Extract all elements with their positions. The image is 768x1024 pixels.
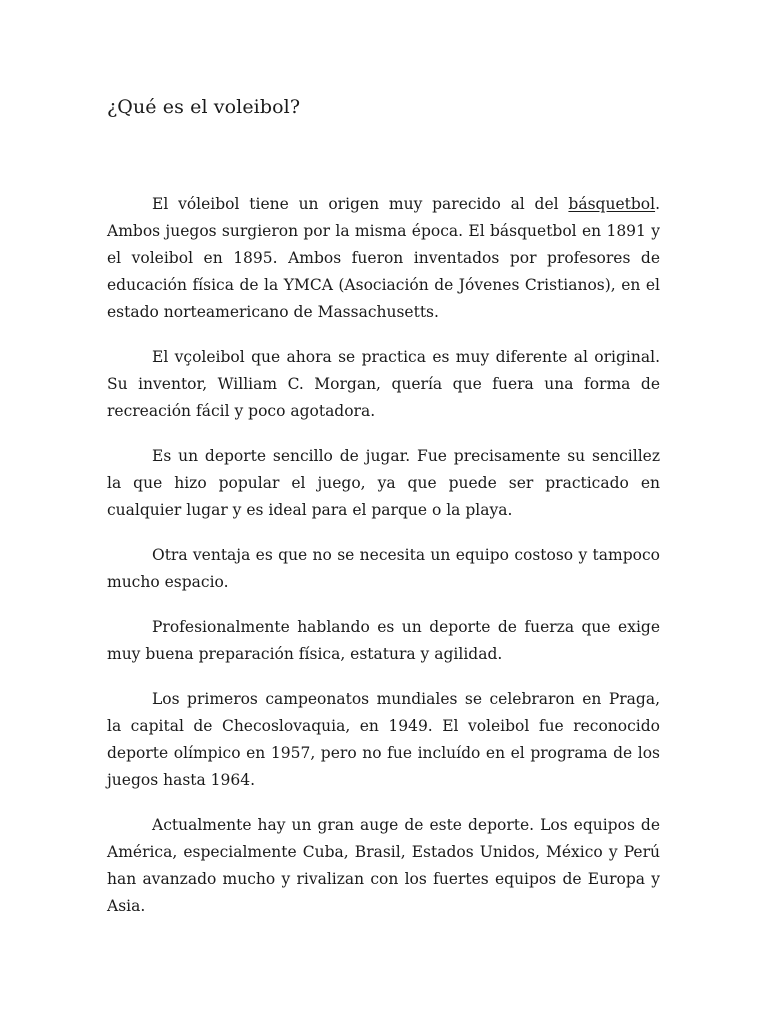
basquetbol-link[interactable]: básquetbol	[568, 195, 656, 213]
paragraph-origin	[107, 191, 660, 326]
paragraph-simplicity: Es un deporte sencillo de jugar. Fue precisamente su sencillez la que hizo popular el juego, ya que puede ser practicado en cualquier lugar y es ideal para el parque o la playa.	[107, 447, 660, 519]
page-title: ¿Qué es el voleibol?	[107, 96, 301, 118]
paragraph-advantage: Otra ventaja es que no se necesita un equipo costoso y tampoco mucho espacio.	[107, 546, 660, 591]
paragraph-inventor: El vçoleibol que ahora se practica es muy diferente al original. Su inventor, William C. Morgan, quería que fuera una forma de recreación fácil y poco agotadora.	[107, 348, 660, 420]
paragraph-championships: Los primeros campeonatos mundiales se celebraron en Praga, la capital de Checoslovaquia, en 1949. El voleibol fue reconocido deporte olímpico en 1957, pero no fue incluído en el programa de los juegos hasta 1964.	[107, 690, 660, 789]
paragraph-current: Actualmente hay un gran auge de este deporte. Los equipos de América, especialmente Cuba, Brasil, Estados Unidos, México y Perú han avanzado mucho y rivalizan con los fuertes equipos de Europa y Asia.	[107, 816, 660, 915]
document-body	[107, 191, 660, 938]
paragraph-origin-end: . Ambos juegos surgieron por la misma época. El básquetbol en 1891 y el voleibol en 1895. Ambos fueron inventados por profesores de educación física de la YMCA (Asociación de Jóvenes Cristianos), en el estado norteamericano de Massachusetts.	[107, 195, 660, 321]
paragraph-origin-start: El vóleibol tiene un origen muy parecido al del	[152, 195, 569, 213]
paragraph-professional: Profesionalmente hablando es un deporte de fuerza que exige muy buena preparación física, estatura y agilidad.	[107, 618, 660, 663]
